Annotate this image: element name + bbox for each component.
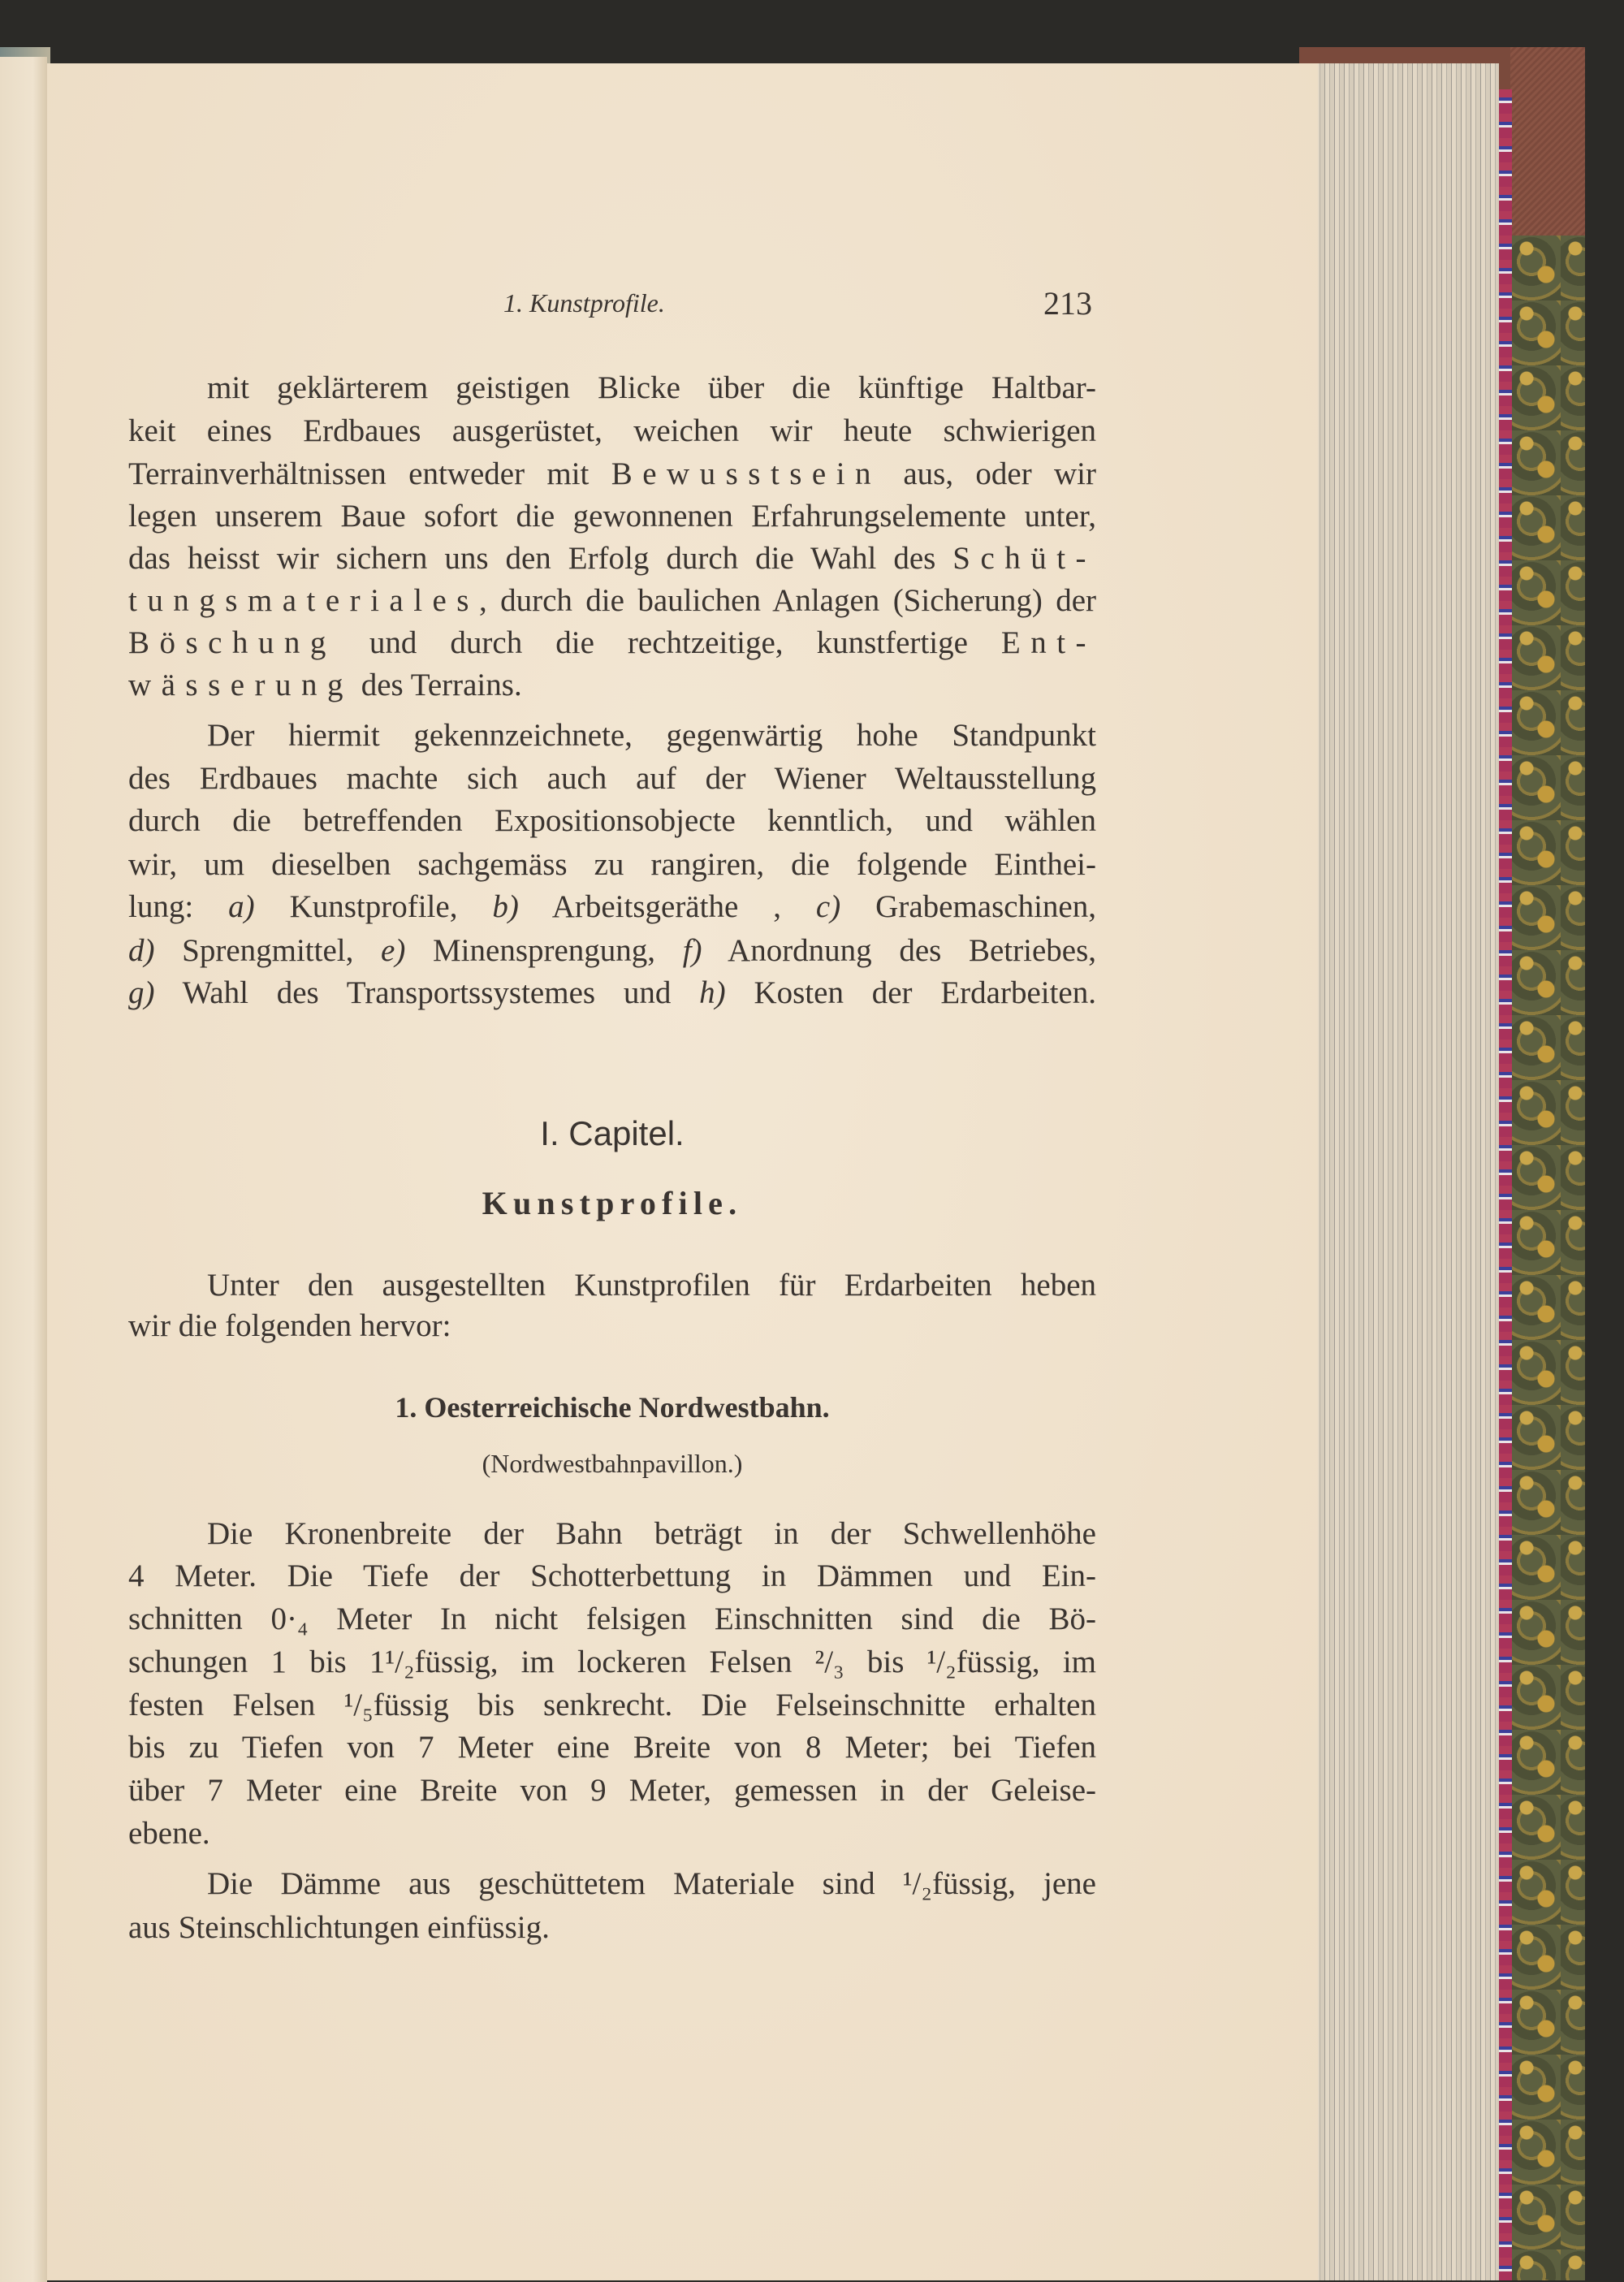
text-run: Die Kronenbreite der Bahn beträgt in der Schwellenhöhe bbox=[207, 1516, 1096, 1551]
text-line bbox=[207, 714, 1096, 758]
text-line bbox=[128, 621, 1096, 665]
chapter-title: Kunstprofile. bbox=[482, 1185, 743, 1221]
text-run: und durch die rechtzeitige, kunstfertige bbox=[335, 625, 1001, 660]
text-line bbox=[207, 1512, 1096, 1556]
text-run: mit geklärterem geistigen Blicke über die künftige Haltbar- bbox=[207, 370, 1096, 405]
enumeration-letter: h) bbox=[699, 975, 726, 1010]
running-title: 1. Kunstprofile. bbox=[503, 288, 665, 318]
spaced-emphasis: Schüt- bbox=[952, 541, 1096, 576]
text-run: Anordnung des Betriebes, bbox=[702, 933, 1096, 968]
text-line bbox=[207, 1264, 1096, 1307]
enumeration-letter: a) bbox=[228, 889, 255, 924]
text-line bbox=[128, 799, 1096, 843]
enumeration-letter: f) bbox=[682, 933, 702, 968]
section-title: 1. Oesterreichische Nordwestbahn. bbox=[395, 1391, 830, 1424]
text-line bbox=[128, 929, 1096, 973]
text-line bbox=[128, 1726, 1096, 1770]
marbled-cover-paper bbox=[1512, 236, 1585, 2280]
text-line bbox=[128, 452, 1096, 496]
enumeration-letter: e) bbox=[381, 933, 406, 968]
section-subtitle: (Nordwestbahnpavillon.) bbox=[482, 1449, 743, 1478]
text-line bbox=[128, 495, 1096, 538]
text-line bbox=[128, 757, 1096, 801]
text-run: Der hiermit gekennzeichnete, gegenwärtig hohe Standpunkt bbox=[207, 718, 1096, 753]
text-run: Arbeitsgeräthe , bbox=[518, 889, 816, 924]
enumeration-letter: b) bbox=[492, 889, 519, 924]
text-run: Kunstprofile, bbox=[254, 889, 493, 924]
text-run: lung: bbox=[128, 889, 229, 924]
enumeration-letter: d) bbox=[128, 933, 155, 968]
spaced-emphasis: Bewusstsein bbox=[611, 456, 881, 491]
text-line bbox=[128, 1683, 1096, 1727]
text-run: Minensprengung, bbox=[405, 933, 683, 968]
text-run: über 7 Meter eine Breite von 9 Meter, gemessen in der Geleise- bbox=[128, 1773, 1096, 1808]
text-run: Unter den ausgestellten Kunstprofilen für Erdarbeiten heben bbox=[207, 1268, 1096, 1303]
text-line bbox=[207, 1862, 1096, 1906]
text-run: des Erdbaues machte sich auch auf der Wiener Weltausstellung bbox=[128, 761, 1096, 796]
enumeration-letter: g) bbox=[128, 975, 155, 1010]
text-run: bis zu Tiefen von 7 Meter eine Breite von 8 Meter; bei Tiefen bbox=[128, 1730, 1096, 1765]
text-line bbox=[128, 1597, 1096, 1641]
text-line bbox=[128, 1812, 1096, 1856]
text-line bbox=[128, 663, 1096, 707]
text-line bbox=[128, 971, 1096, 1015]
text-line bbox=[128, 1304, 1096, 1348]
text-run: 4 Meter. Die Tiefe der Schotterbettung in Dämmen und Ein- bbox=[128, 1558, 1096, 1593]
page-block-edges bbox=[1315, 63, 1499, 2280]
spaced-emphasis: Ent- bbox=[1000, 625, 1096, 660]
text-run: aus, oder wir bbox=[881, 456, 1096, 491]
spaced-emphasis: Böschung bbox=[128, 625, 336, 660]
text-run: das heisst wir sichern uns den Erfolg durch die Wahl des bbox=[128, 541, 953, 576]
text-run: durch die betreffenden Expositionsobjecte kenntlich, und wählen bbox=[128, 803, 1096, 838]
text-line bbox=[128, 579, 1096, 623]
spaced-emphasis: wässerung bbox=[128, 668, 353, 702]
text-run: aus Steinschlichtungen einfüssig. bbox=[128, 1910, 550, 1945]
text-line bbox=[128, 1769, 1096, 1813]
text-run: , durch die baulichen Anlagen (Sicherung) der bbox=[478, 583, 1096, 618]
text-run: wir die folgenden hervor: bbox=[128, 1308, 451, 1343]
text-run: Die Dämme aus geschüttetem Materiale sind ¹/₂füssig, jene bbox=[207, 1866, 1096, 1901]
chapter-number: I. Capitel. bbox=[540, 1114, 685, 1152]
text-line bbox=[207, 366, 1096, 410]
text-run: Sprengmittel, bbox=[154, 933, 382, 968]
text-line bbox=[128, 537, 1096, 581]
leather-corner bbox=[1510, 47, 1585, 236]
text-run: schnitten 0·₄ Meter In nicht felsigen Einschnitten sind die Bö- bbox=[128, 1601, 1096, 1636]
text-run: Wahl des Transportssystemes und bbox=[154, 975, 700, 1010]
text-run: wir, um dieselben sachgemäss zu rangiren, die folgende Einthei- bbox=[128, 847, 1096, 882]
text-line bbox=[128, 885, 1096, 929]
text-run: ebene. bbox=[128, 1816, 210, 1851]
text-line bbox=[128, 843, 1096, 887]
spaced-emphasis: tungsmateriales bbox=[128, 583, 479, 618]
text-run: Grabemaschinen, bbox=[840, 889, 1096, 924]
enumeration-letter: c) bbox=[815, 889, 841, 924]
text-run: Kosten der Erdarbeiten. bbox=[725, 975, 1096, 1010]
text-run: legen unserem Baue sofort die gewonnenen Erfahrungselemente unter, bbox=[128, 499, 1096, 534]
text-run: Terrainverhältnissen entweder mit bbox=[128, 456, 611, 491]
text-run: schungen 1 bis 1¹/₂füssig, im lockeren Felsen ²/₃ bis ¹/₂füssig, im bbox=[128, 1645, 1096, 1679]
text-line bbox=[128, 1640, 1096, 1684]
text-run: festen Felsen ¹/₅füssig bis senkrecht. Die Felseinschnitte erhalten bbox=[128, 1688, 1096, 1722]
text-run: des Terrains. bbox=[352, 668, 522, 702]
text-line bbox=[128, 1554, 1096, 1598]
left-page-sliver bbox=[0, 57, 47, 2282]
page-number: 213 bbox=[1043, 285, 1092, 322]
marbled-page-edge bbox=[1499, 89, 1512, 2280]
text-run: keit eines Erdbaues ausgerüstet, weichen wir heute schwierigen bbox=[128, 413, 1096, 448]
text-line bbox=[128, 409, 1096, 453]
text-line bbox=[128, 1906, 1096, 1950]
